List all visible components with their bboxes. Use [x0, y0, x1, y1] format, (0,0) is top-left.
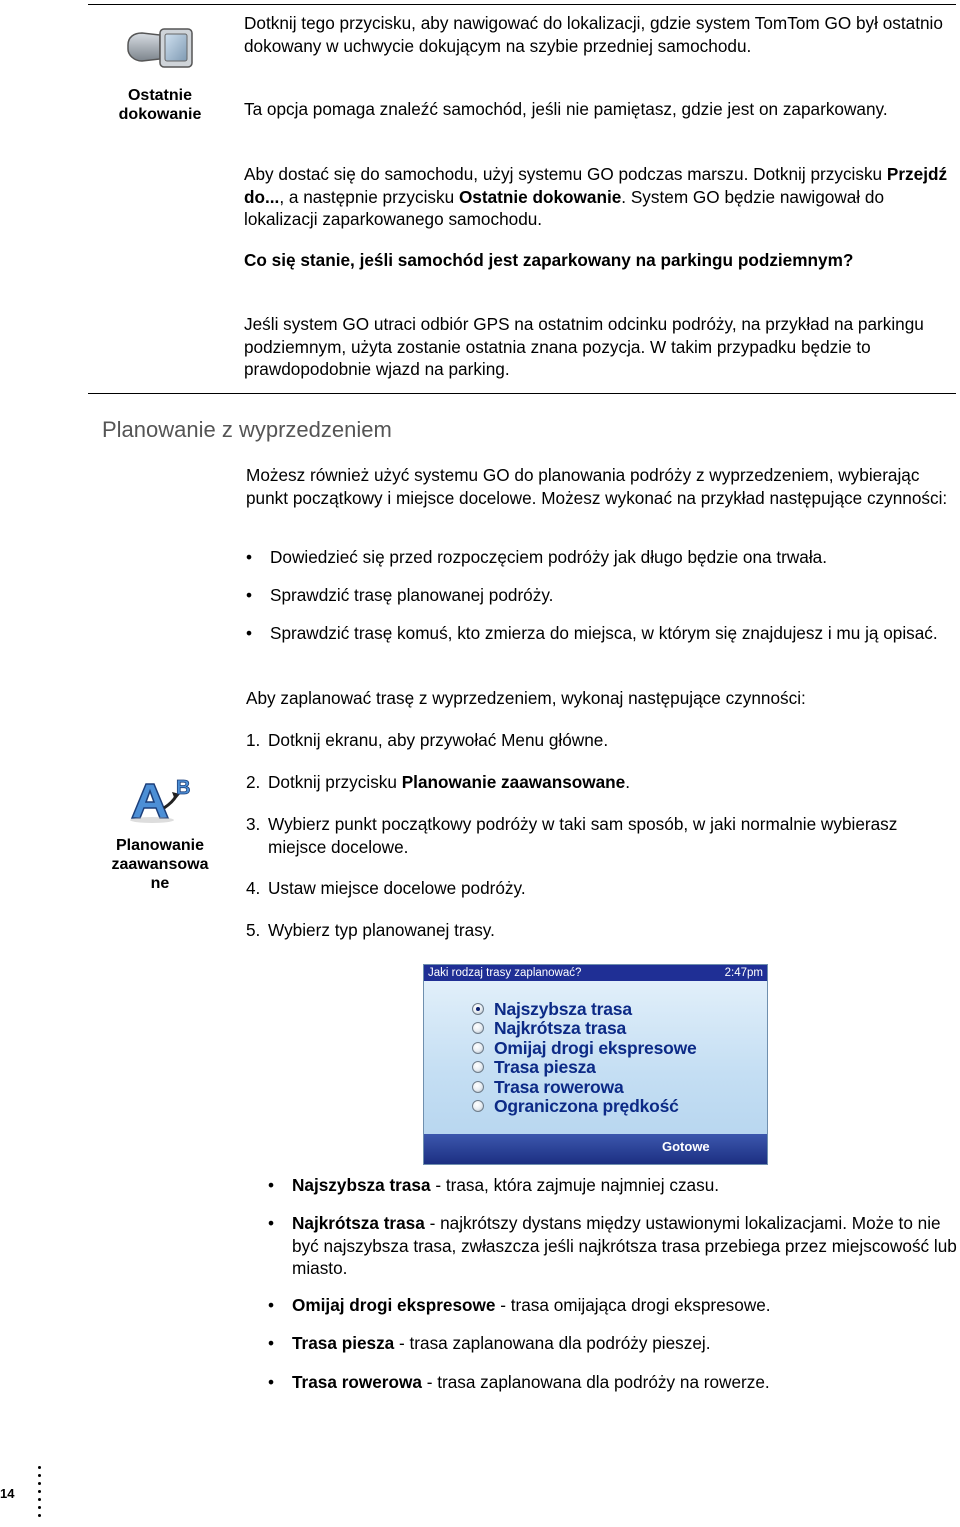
dock-paragraph-3: [244, 163, 949, 231]
step-number: 4.: [246, 878, 261, 898]
step-2-text: [268, 771, 951, 794]
route-type-desc: - trasa, która zajmuje najmniej czasu.: [430, 1175, 720, 1195]
route-type-term: Trasa piesza: [292, 1333, 395, 1353]
advanced-intro: Możesz również użyć systemu GO do planowania podróży z wyprzedzeniem, wybierając punkt początkowy i miejsce docelowe. Możesz wykonać na przykład następujące czynności:: [246, 465, 948, 508]
route-type-text: [292, 1174, 958, 1197]
option-label: Trasa piesza: [494, 1057, 596, 1077]
bullet-dot: •: [268, 1213, 275, 1233]
option-label: Najszybsza trasa: [494, 999, 632, 1019]
step-5-text: Wybierz typ planowanej trasy.: [268, 920, 495, 940]
dock-question: Co się stanie, jeśli samochód jest zaparkowany na parkingu podziemnym?: [244, 250, 854, 270]
dock-p3-bold-goto: Przejdź do...: [244, 164, 948, 207]
top-rule: [88, 4, 956, 5]
step-2-text-a: Dotknij przycisku: [268, 772, 402, 792]
route-type-term: Najkrótsza trasa: [292, 1213, 425, 1233]
dock-p3-text-a: Aby dostać się do samochodu, użyj systemu GO podczas marszu. Dotknij przycisku: [244, 164, 887, 184]
route-type-desc: - trasa omijająca drogi ekspresowe.: [495, 1295, 771, 1315]
route-type-term: Najszybsza trasa: [292, 1175, 431, 1195]
bullet-dot: •: [268, 1175, 275, 1195]
advanced-planning-icon: [124, 774, 196, 826]
bullet-dot: •: [268, 1372, 275, 1392]
step-number: 2.: [246, 772, 261, 792]
radio-icon[interactable]: [472, 1022, 484, 1034]
screen-button-bar: [424, 1134, 767, 1164]
dock-p3-bold-last-dock: Ostatnie dokowanie: [458, 186, 622, 207]
screen-title-bar: [424, 965, 767, 981]
dock-paragraph-2: Ta opcja pomaga znaleźć samochód, jeśli nie pamiętasz, gdzie jest on zaparkowany.: [244, 99, 888, 119]
route-type-term: Omijaj drogi ekspresowe: [292, 1295, 496, 1315]
option-shortest[interactable]: [472, 1019, 752, 1038]
page-marker-dots: [38, 1466, 42, 1524]
option-fastest[interactable]: [472, 1000, 752, 1019]
svg-text:B: B: [176, 777, 191, 799]
bullet-3-text: Sprawdzić trasę komuś, kto zmierza do miejsca, w którym się znajdujesz i mu ją opisać.: [270, 623, 938, 643]
page-number: 14: [0, 1486, 15, 1501]
step-2-bold: Planowanie zaawansowane: [401, 772, 626, 792]
bullet-2-text: Sprawdzić trasę planowanej podróży.: [270, 585, 554, 605]
option-label: Trasa rowerowa: [494, 1077, 624, 1097]
bullet-dot: •: [246, 623, 253, 643]
step-number: 1.: [246, 730, 261, 750]
step-number: 3.: [246, 814, 261, 834]
step-number: 5.: [246, 920, 261, 940]
route-type-desc: - trasa zaplanowana dla podróży na rowerze.: [421, 1372, 770, 1392]
bullet-dot: •: [268, 1333, 275, 1353]
dock-p3-text-d: . System GO będzie nawigował do lokalizacji zaparkowanego samochodu.: [244, 186, 885, 229]
bullet-dot: •: [268, 1295, 275, 1315]
bullet-dot: •: [246, 585, 253, 605]
screen-title: Jaki rodzaj trasy zaplanować?: [428, 967, 582, 979]
route-type-desc: - trasa zaplanowana dla podróży pieszej.: [394, 1333, 711, 1353]
option-label: Omijaj drogi ekspresowe: [494, 1038, 697, 1058]
screen-clock: 2:47pm: [724, 967, 763, 979]
radio-selected-icon[interactable]: [472, 1003, 484, 1015]
dock-answer: Jeśli system GO utraci odbiór GPS na ostatnim odcinku podróży, na przykład na parkingu podziemnym, użyta zostanie ostatnia znana pozycja. W takim przypadku będzie to prawdopodobnie wjazd na parking.: [244, 314, 924, 379]
radio-icon[interactable]: [472, 1100, 484, 1112]
bullet-1-text: Dowiedzieć się przed rozpoczęciem podróży jak długo będzie ona trwała.: [270, 547, 827, 567]
section-heading: Planowanie z wyprzedzeniem: [102, 417, 392, 442]
option-limited-speed[interactable]: [472, 1097, 752, 1116]
option-avoid-motorways[interactable]: [472, 1039, 752, 1058]
bullet-dot: •: [246, 547, 253, 567]
dock-icon: [124, 25, 196, 73]
step-2-text-c: .: [625, 772, 631, 792]
route-type-term: Trasa rowerowa: [292, 1372, 422, 1392]
dock-paragraph-1: Dotknij tego przycisku, aby nawigować do lokalizacji, gdzie system TomTom GO był ostatnio dokowany w uchwycie dokującym na szybie przedniej samochodu.: [244, 13, 943, 56]
radio-icon[interactable]: [472, 1061, 484, 1073]
step-3-text: Wybierz punkt początkowy podróży w taki sam sposób, w jaki normalnie wybierasz miejsce docelowe.: [268, 814, 898, 857]
dock-p3-text-c: , a następnie przycisku: [279, 186, 459, 207]
step-1-text: Dotknij ekranu, aby przywołać Menu główne.: [268, 730, 609, 750]
route-type-text: [292, 1332, 958, 1355]
section-rule: [88, 393, 956, 394]
option-bicycle[interactable]: [472, 1078, 752, 1097]
step-4-text: Ustaw miejsce docelowe podróży.: [268, 878, 526, 898]
route-type-text: [292, 1212, 958, 1280]
route-type-desc: - najkrótszy dystans między ustawionymi lokalizacjami. Może to nie być najszybsza trasa, zwłaszcza jeśli najkrótsza trasa przebiega przez miejscowość lub miasto.: [292, 1213, 957, 1278]
route-type-text: [292, 1371, 958, 1394]
route-type-text: [292, 1294, 958, 1317]
radio-icon[interactable]: [472, 1081, 484, 1093]
option-label: Najkrótsza trasa: [494, 1018, 627, 1038]
advanced-planning-icon-label: Planowanie zaawansowa ne: [111, 837, 209, 892]
done-button[interactable]: Gotowe: [662, 1139, 710, 1154]
steps-intro: Aby zaplanować trasę z wyprzedzeniem, wykonaj następujące czynności:: [246, 688, 806, 708]
option-walking[interactable]: [472, 1058, 752, 1077]
route-type-screen: [423, 964, 768, 1165]
dock-icon-label: Ostatnie dokowanie: [118, 87, 202, 123]
radio-icon[interactable]: [472, 1042, 484, 1054]
option-label: Ograniczona prędkość: [494, 1096, 679, 1116]
